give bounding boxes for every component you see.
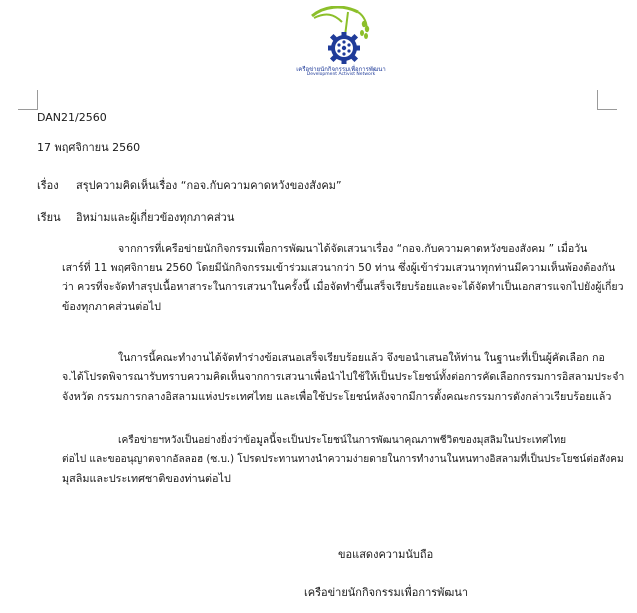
paragraph-request xyxy=(62,349,624,406)
document-reference-number: DAN21/2560 xyxy=(37,111,107,124)
paragraph-hope xyxy=(62,431,624,488)
paragraph-line: ข้องทุกภาคส่วนต่อไป xyxy=(62,300,162,313)
crop-mark-top-right-h xyxy=(597,109,617,110)
paragraph-line: มุสลิมและประเทศชาติของท่านต่อไป xyxy=(62,472,231,485)
paragraph-background xyxy=(62,240,624,316)
paragraph-line: จ.ได้โปรดพิจารณารับทราบความคิดเห็นจากการเสวนาเพื่อนำไปใช้ให้เป็นประโยชน์ทั้งต่อการคัดเลือกกรรมการอิสลามประจำ xyxy=(62,371,625,383)
organization-logo xyxy=(286,6,396,78)
logo-org-name-th: เครือข่ายนักกิจกรรมเพื่อการพัฒนา xyxy=(296,66,386,73)
paragraph-line: ต่อไป และขออนุญาตจากอัลลอฮ (ซ.บ.) โปรดประทานทางนำความง่ายดายในการทำงานในหนทางอิสลามที่เป็นประโยชน์ต่อสังคม xyxy=(62,454,624,465)
subject-label: เรื่อง xyxy=(37,179,59,192)
paragraph-line: เครือข่ายฯหวังเป็นอย่างยิ่งว่าข้อมูลนี้จะเป็นประโยชน์ในการพัฒนาคุณภาพชีวิตของมุสลิมในประเทศไทย xyxy=(118,435,567,446)
crop-mark-top-right xyxy=(597,90,598,110)
document-date: 17 พฤศจิกายน 2560 xyxy=(37,141,141,154)
paragraph-line: จากการที่เครือข่ายนักกิจกรรมเพื่อการพัฒนาได้จัดเสวนาเรื่อง “กอจ.กับความคาดหวังของสังคม ” เมื่อวัน xyxy=(118,243,588,255)
paragraph-line: เสาร์ที่ 11 พฤศจิกายน 2560 โดยมีนักกิจกรรมเข้าร่วมเสวนากว่า 50 ท่าน ซึ่งผู้เข้าร่วมเสวนาทุกท่านมีความเห็นพ้องต้องกัน xyxy=(62,262,616,274)
subject-text: สรุปความคิดเห็นเรื่อง “กอจ.กับความคาดหวังของสังคม” xyxy=(76,179,342,192)
crop-mark-top-left-h xyxy=(18,109,38,110)
paragraph-line: ว่า ควรที่จะจัดทำสรุปเนื้อหาสาระในการเสวนาในครั้งนี้ เมื่อจัดทำขึ้นเสร็จเรียบร้อยและจะได้จัดทำเป็นเอกสารแจกไปยังผู้เกี่ยว xyxy=(62,281,624,293)
recipient-text: อิหม่ามและผู้เกี่ยวข้องทุกภาคส่วน xyxy=(76,211,235,224)
logo-org-name-en: Development Activist Network xyxy=(306,72,376,77)
recipient-label: เรียน xyxy=(37,211,61,224)
signer-name: เครือข่ายนักกิจกรรมเพื่อการพัฒนา xyxy=(304,586,469,599)
closing-salutation: ขอแสดงความนับถือ xyxy=(338,548,434,561)
rice-plant-gear-logo-icon xyxy=(304,6,378,64)
crop-mark-top-left xyxy=(37,90,38,110)
paragraph-line: ในการนี้คณะทำงานได้จัดทำร่างข้อเสนอเสร็จเรียบร้อยแล้ว จึงขอนำเสนอให้ท่าน ในฐานะที่เป็นผู้คัดเลือก กอ xyxy=(118,352,605,364)
paragraph-line: จังหวัด กรรมการกลางอิสลามแห่งประเทศไทย และเพื่อใช้ประโยชน์หลังจากมีการตั้งคณะกรรมการดังกล่าวเรียบร้อยแล้ว xyxy=(62,390,612,403)
